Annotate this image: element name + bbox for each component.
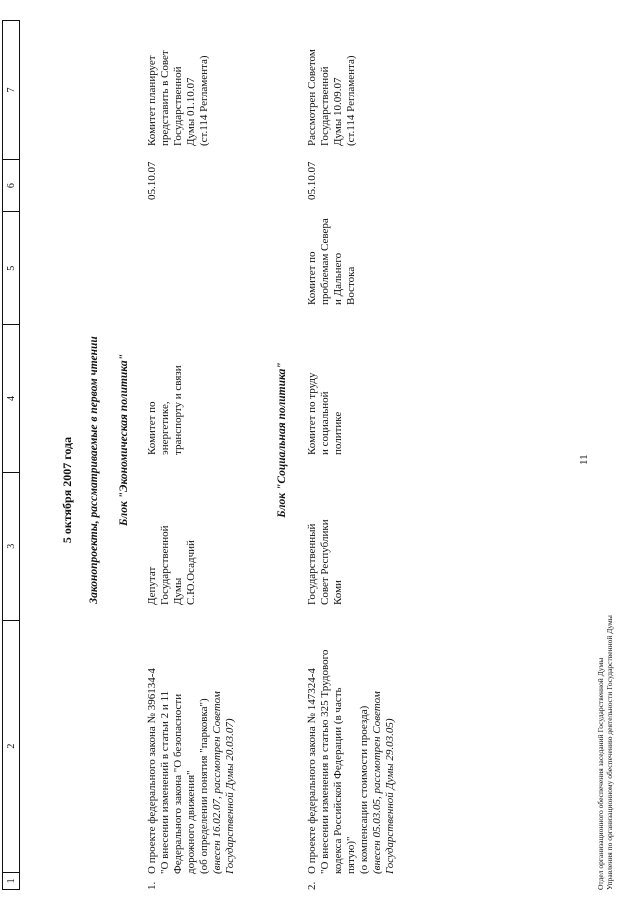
section-title: Законопроекты, рассматриваемые в первом чтении bbox=[88, 336, 100, 604]
date-heading: 5 октября 2007 года bbox=[60, 436, 74, 544]
page-number: 11 bbox=[578, 454, 590, 465]
note-line: Комитет планирует bbox=[146, 55, 158, 146]
author-line: С.Ю.Осадчий bbox=[185, 540, 197, 605]
desc-line: дорожного движения" bbox=[185, 770, 197, 874]
committee-line: политике bbox=[332, 411, 344, 455]
bill-description bbox=[306, 624, 397, 874]
responsible-committee bbox=[306, 315, 345, 455]
author-line: Депутат bbox=[146, 566, 158, 605]
desc-line: пятую)" bbox=[345, 836, 357, 874]
desc-line: "О внесении изменения в статью 325 Трудового bbox=[319, 649, 331, 874]
column-number-header bbox=[2, 20, 44, 890]
desc-line: (об определении понятия "парковка") bbox=[198, 698, 210, 874]
co-committee-line: Комитет по bbox=[306, 251, 318, 305]
bill-description bbox=[146, 624, 237, 874]
block-title-economic: Блок "Экономическая политика" bbox=[118, 354, 130, 527]
desc-line: "О внесении изменений в статьи 2 и 11 bbox=[159, 690, 171, 874]
consideration-date: 05.10.07 bbox=[146, 161, 158, 200]
desc-italic-line: Государственной Думы 20.03.07) bbox=[224, 718, 236, 874]
consideration-date: 05.10.07 bbox=[306, 161, 318, 200]
committee-line: Комитет по труду bbox=[306, 372, 318, 455]
note-line: Думы 01.10.07 bbox=[185, 77, 197, 146]
note-line: (ст.114 Регламента) bbox=[198, 55, 210, 146]
bill-author bbox=[146, 465, 198, 605]
note-line: Рассмотрен Советом bbox=[306, 49, 318, 146]
author-line: Совет Республики bbox=[319, 519, 331, 605]
footer bbox=[596, 290, 614, 890]
block-title-social: Блок "Социальная политика" bbox=[276, 362, 288, 518]
column-number: 7 bbox=[3, 21, 20, 160]
responsible-committee bbox=[146, 315, 185, 455]
status-note bbox=[146, 20, 211, 146]
column-number: 2 bbox=[3, 620, 20, 872]
co-committee-line: и Дальнего bbox=[332, 252, 344, 305]
committee-line: Комитет по bbox=[146, 401, 158, 455]
column-number: 1 bbox=[3, 872, 20, 889]
item-number: 1. bbox=[146, 881, 158, 890]
item-number: 2. bbox=[306, 881, 318, 890]
committee-line: и социальной bbox=[319, 391, 331, 455]
note-line: Государственной bbox=[319, 66, 331, 146]
column-number: 6 bbox=[3, 160, 20, 212]
desc-line: (о компенсации стоимости проезда) bbox=[358, 705, 370, 874]
author-line: Государственный bbox=[306, 523, 318, 605]
status-note bbox=[306, 20, 358, 146]
bill-author bbox=[306, 465, 345, 605]
column-number: 5 bbox=[3, 212, 20, 325]
note-line: (ст.114 Регламента) bbox=[345, 55, 357, 146]
author-line: Государственной bbox=[159, 525, 171, 605]
co-executor-committee bbox=[306, 195, 358, 305]
footer-line: Управления по организационному обеспечению деятельности Государственной Думы bbox=[605, 615, 614, 890]
desc-line: кодекса Российской Федерации (в часть bbox=[332, 687, 344, 874]
note-line: Государственной bbox=[172, 66, 184, 146]
co-committee-line: проблемам Севера bbox=[319, 218, 331, 305]
column-number-table bbox=[2, 20, 20, 890]
committee-line: транспорту и связи bbox=[172, 365, 184, 455]
footer-line: Отдел организационного обеспечения заседаний Государственной Думы bbox=[596, 657, 605, 890]
column-number: 4 bbox=[3, 325, 20, 473]
desc-line: Федерального закона "О безопасности bbox=[172, 693, 184, 874]
author-line: Коми bbox=[332, 580, 344, 605]
author-line: Думы bbox=[172, 577, 184, 605]
note-line: Думы 10.09.07 bbox=[332, 77, 344, 146]
desc-line: О проекте федерального закона № 147324-4 bbox=[306, 668, 318, 874]
desc-italic-line: Государственной Думы 29.03.05) bbox=[384, 718, 396, 874]
desc-italic-line: (внесен 16.02.07, рассмотрен Советом bbox=[211, 691, 223, 874]
committee-line: энергетике, bbox=[159, 401, 171, 455]
table-row bbox=[306, 20, 426, 890]
note-line: представить в Совет bbox=[159, 50, 171, 146]
desc-line: О проекте федерального закона № 396134-4 bbox=[146, 668, 158, 874]
co-committee-line: Востока bbox=[345, 266, 357, 305]
desc-italic-line: (внесен 05.03.05, рассмотрен Советом bbox=[371, 691, 383, 874]
column-number: 3 bbox=[3, 472, 20, 620]
table-row bbox=[146, 20, 256, 890]
